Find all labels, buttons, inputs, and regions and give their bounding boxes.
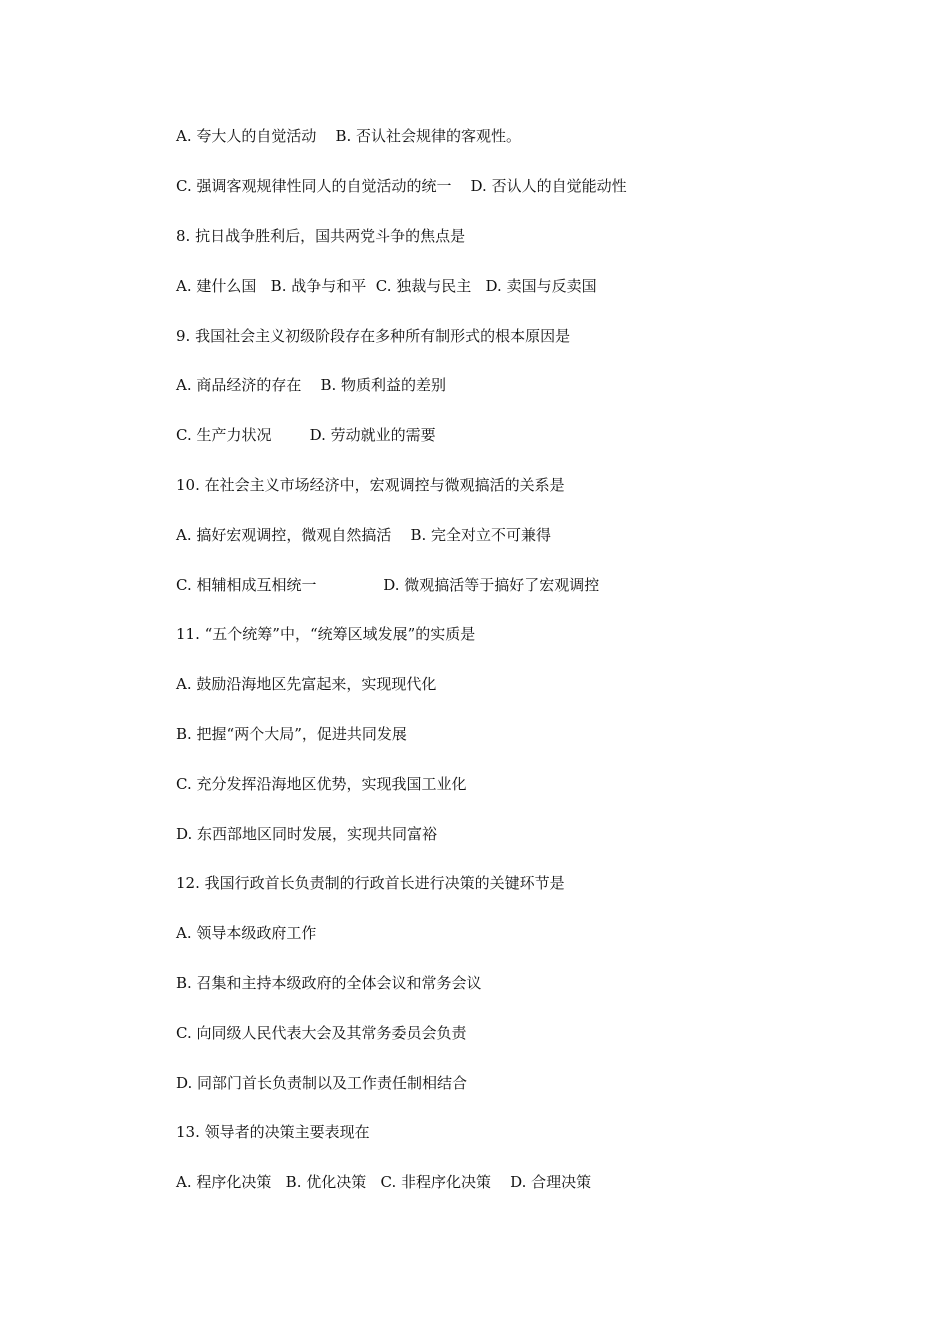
q12-option-b: B. 召集和主持本级政府的全体会议和常务会议 — [176, 974, 482, 992]
q12-option-d: D. 同部门首长负责制以及工作责任制相结合 — [176, 1074, 468, 1092]
q13-options: A. 程序化决策 B. 优化决策 C. 非程序化决策 D. 合理决策 — [176, 1173, 592, 1191]
q11-option-b: B. 把握“两个大局”，促进共同发展 — [176, 725, 407, 743]
q11-option-d: D. 东西部地区同时发展，实现共同富裕 — [176, 825, 438, 843]
question-12: 12. 我国行政首长负责制的行政首长进行决策的关键环节是 — [176, 874, 565, 892]
q11-option-a: A. 鼓励沿海地区先富起来，实现现代化 — [176, 675, 437, 693]
q9-options-ab: A. 商品经济的存在 B. 物质利益的差别 — [176, 376, 447, 394]
q12-option-a: A. 领导本级政府工作 — [176, 924, 317, 942]
q10-options-cd: C. 相辅相成互相统一 D. 微观搞活等于搞好了宏观调控 — [176, 576, 600, 594]
q10-options-ab: A. 搞好宏观调控，微观自然搞活 B. 完全对立不可兼得 — [176, 526, 552, 544]
q11-option-c: C. 充分发挥沿海地区优势，实现我国工业化 — [176, 775, 467, 793]
q12-option-c: C. 向同级人民代表大会及其常务委员会负责 — [176, 1024, 467, 1042]
question-10: 10. 在社会主义市场经济中，宏观调控与微观搞活的关系是 — [176, 476, 565, 494]
question-9: 9. 我国社会主义初级阶段存在多种所有制形式的根本原因是 — [176, 327, 571, 345]
q8-options: A. 建什么国 B. 战争与和平 C. 独裁与民主 D. 卖国与反卖国 — [176, 277, 597, 295]
q7-options-cd: C. 强调客观规律性同人的自觉活动的统一 D. 否认人的自觉能动性 — [176, 177, 627, 195]
q7-options-ab: A. 夸大人的自觉活动 B. 否认社会规律的客观性。 — [176, 127, 522, 145]
question-11: 11. “五个统筹”中，“统筹区域发展”的实质是 — [176, 625, 476, 643]
q9-options-cd: C. 生产力状况 D. 劳动就业的需要 — [176, 426, 436, 444]
question-8: 8. 抗日战争胜利后，国共两党斗争的焦点是 — [176, 227, 466, 245]
question-13: 13. 领导者的决策主要表现在 — [176, 1123, 370, 1141]
